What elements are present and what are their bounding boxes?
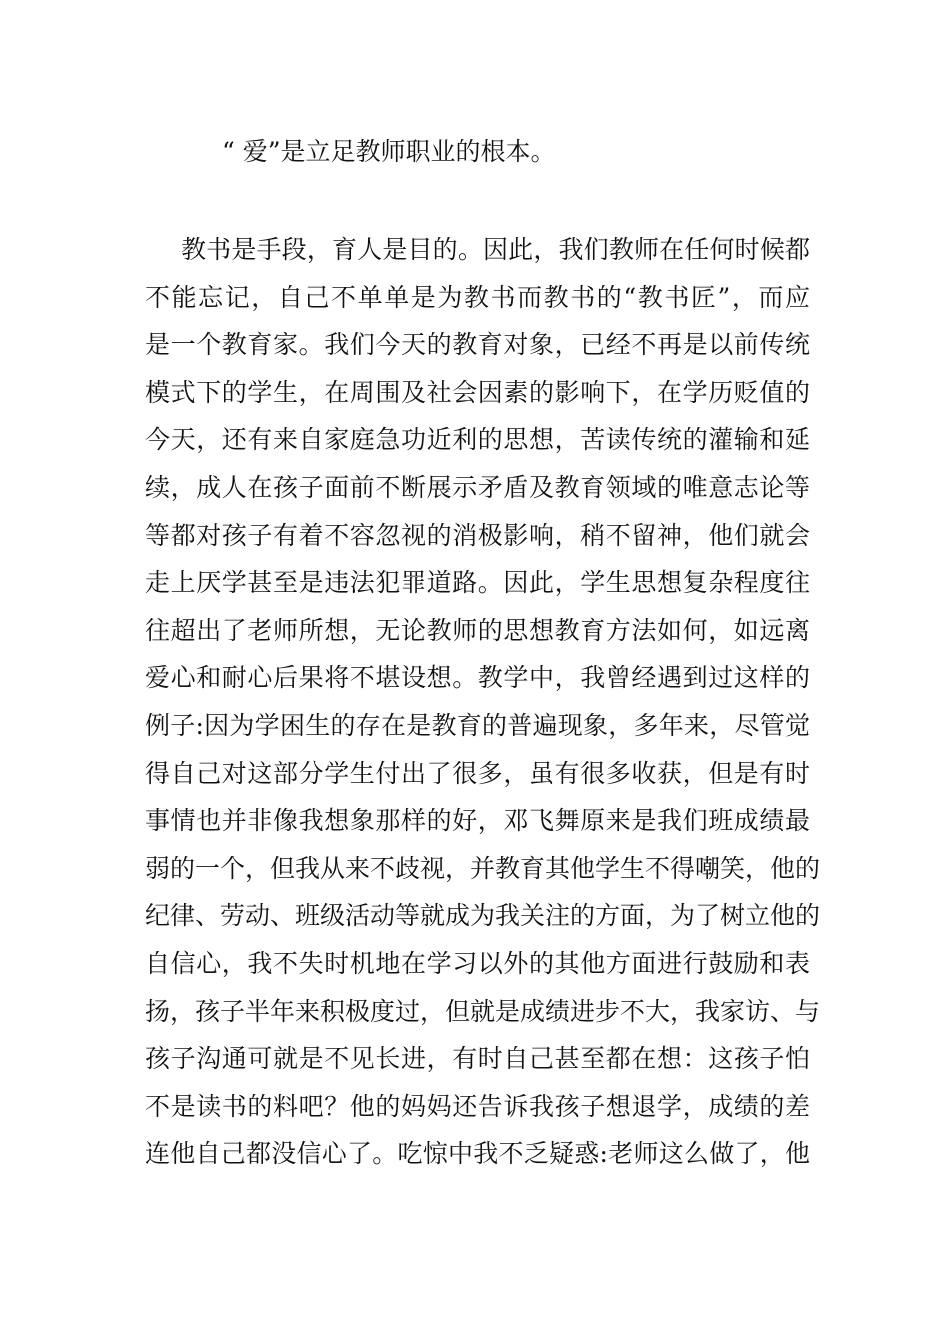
text-line: 等都对孩子有着不容忽视的消极影响，稍不留神，他们就会 — [145, 520, 810, 550]
text-line: 模式下的学生，在周围及社会因素的影响下，在学历贬值的 — [145, 377, 810, 407]
body-paragraph — [145, 226, 821, 1178]
text-line: 连他自己都没信心了。吃惊中我不乏疑惑:老师这么做了，他 — [145, 1139, 810, 1169]
text-line: 自信心，我不失时机地在学习以外的其他方面进行鼓励和表 — [145, 948, 810, 978]
text-line: 教书是手段，育人是目的。因此，我们教师在任何时候都 — [181, 235, 810, 264]
text-line: 今天，还有来自家庭急功近利的思想，苦读传统的灌输和延 — [145, 425, 810, 455]
text-line: 孩子沟通可就是不见长进，有时自己甚至都在想：这孩子怕 — [145, 1044, 810, 1074]
text-line: 得自己对这部分学生付出了很多，虽有很多收获，但是有时 — [145, 758, 810, 788]
text-line: 事情也并非像我想象那样的好，邓飞舞原来是我们班成绩最 — [145, 806, 810, 836]
text-line: 例子:因为学困生的存在是教育的普遍现象，多年来，尽管觉 — [145, 710, 810, 740]
text-line: 不是读书的料吧？他的妈妈还告诉我孩子想退学，成绩的差 — [145, 1091, 810, 1121]
text-line: 爱心和耐心后果将不堪设想。教学中，我曾经遇到过这样的 — [145, 663, 810, 693]
text-line: 走上厌学甚至是违法犯罪道路。因此，学生思想复杂程度往 — [145, 568, 810, 598]
section-heading: “ 爱”是立足教师职业的根本。 — [222, 137, 556, 166]
text-line: 弱的一个，但我从来不歧视，并教育其他学生不得嘲笑，他的 — [145, 853, 821, 883]
text-line: 续，成人在孩子面前不断展示矛盾及教育领域的唯意志论等 — [145, 472, 810, 502]
text-line: 不能忘记，自己不单单是为教书而教书的“教书匠”，而应 — [145, 282, 810, 312]
text-line: 扬，孩子半年来积极度过，但就是成绩进步不大，我家访、与 — [145, 996, 821, 1026]
text-line: 往超出了老师所想，无论教师的思想教育方法如何，如远离 — [145, 615, 810, 645]
text-line: 是一个教育家。我们今天的教育对象，已经不再是以前传统 — [145, 330, 810, 360]
text-line: 纪律、劳动、班级活动等就成为我关注的方面，为了树立他的 — [145, 901, 821, 931]
